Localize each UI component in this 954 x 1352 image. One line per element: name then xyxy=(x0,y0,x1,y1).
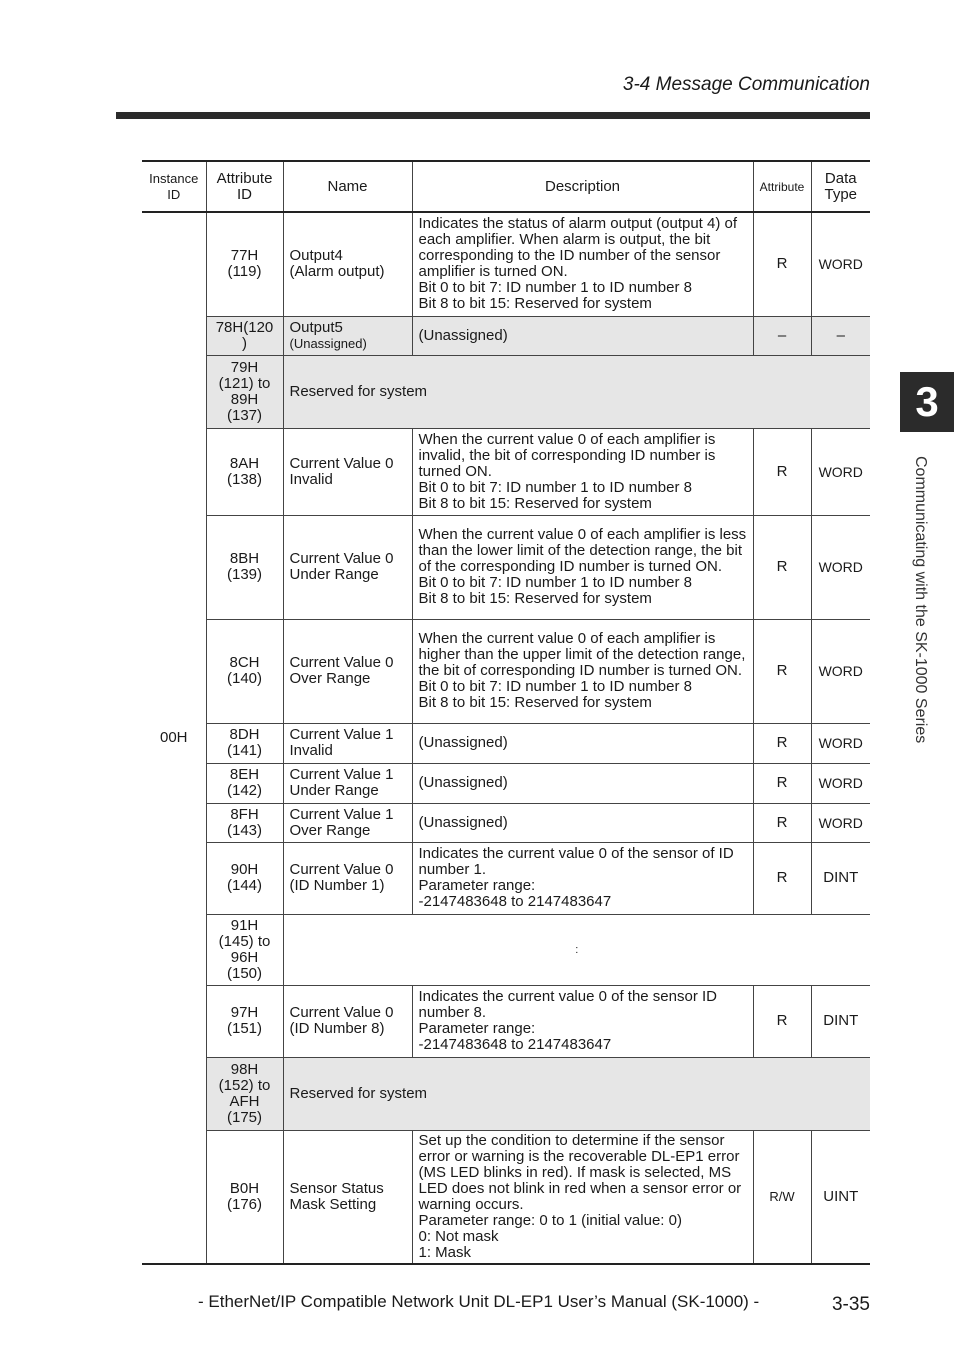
name-cell xyxy=(283,428,412,515)
chapter-tab: 3 xyxy=(900,372,954,432)
data-type-cell: WORD xyxy=(811,428,870,515)
attribute-id-cell: 8EH (142) xyxy=(206,763,283,803)
table-row xyxy=(142,212,870,316)
description-cell: (Unassigned) xyxy=(412,803,753,842)
data-type-cell: WORD xyxy=(811,723,870,763)
name-cell xyxy=(283,723,412,763)
name-cell xyxy=(283,316,412,355)
name-text: Sensor Status Mask Setting xyxy=(289,1179,384,1213)
name-text: Current Value 0 (ID Number 8) xyxy=(289,1004,394,1037)
description-cell: Indicates the status of alarm output (output 4) of each amplifier. When alarm is output, the bit corresponding to the ID number of the sensor amplifier is turned ON. Bit 0 to bit 7: ID number 1 to ID number 8 Bit 8 to bit 15: Reserved for system xyxy=(412,212,753,316)
attribute-table xyxy=(142,160,870,1265)
footer-manual-title: - EtherNet/IP Compatible Network Unit DL-EP1 User’s Manual (SK-1000) - xyxy=(198,1292,760,1311)
description-cell: When the current value 0 of each amplifier is invalid, the bit of corresponding ID number is turned ON. Bit 0 to bit 7: ID number 1 to ID number 8 Bit 8 to bit 15: Reserved for system xyxy=(412,428,753,515)
access-cell: R xyxy=(753,803,811,842)
header-instance-id: Instance ID xyxy=(142,161,206,212)
name-cell xyxy=(283,212,412,316)
header-rule xyxy=(116,112,870,119)
access-cell: R xyxy=(753,842,811,914)
name-cell xyxy=(283,1130,412,1264)
attribute-id-cell: B0H (176) xyxy=(206,1130,283,1264)
table-row xyxy=(142,803,870,842)
table-row xyxy=(142,355,870,428)
table-row xyxy=(142,763,870,803)
data-type-cell: WORD xyxy=(811,212,870,316)
description-cell: Indicates the current value 0 of the sensor of ID number 1. Parameter range: -2147483648 to 2147483647 xyxy=(412,842,753,914)
attribute-id-cell: 8AH (138) xyxy=(206,428,283,515)
name-text: Current Value 0 (ID Number 1) xyxy=(289,861,394,894)
data-type-cell: WORD xyxy=(811,763,870,803)
description-cell: When the current value 0 of each amplifier is less than the lower limit of the detection range, the bit of the corresponding ID number is turned ON. Bit 0 to bit 7: ID number 1 to ID number 8 Bit 8 to bit 15: Reserved for system xyxy=(412,515,753,619)
name-text: Output4 (Alarm output) xyxy=(289,247,385,281)
data-type-cell: DINT xyxy=(811,842,870,914)
table-row xyxy=(142,1130,870,1264)
name-cell xyxy=(283,803,412,842)
instance-id-cell: 00H xyxy=(142,212,206,1264)
access-cell: R xyxy=(753,212,811,316)
name-text: Current Value 1 Under Range xyxy=(289,766,394,799)
data-type-cell: – xyxy=(811,316,870,355)
header-data-type: Data Type xyxy=(811,161,870,212)
data-type-cell: WORD xyxy=(811,619,870,723)
attribute-id-cell: 8FH (143) xyxy=(206,803,283,842)
attribute-id-cell: 77H (119) xyxy=(206,212,283,316)
name-text: Output5 xyxy=(289,318,343,336)
access-cell: – xyxy=(753,316,811,355)
name-cell xyxy=(283,515,412,619)
table-row xyxy=(142,515,870,619)
continuation-cell: : xyxy=(283,914,870,985)
header-attribute-id: Attribute ID xyxy=(206,161,283,212)
access-cell: R/W xyxy=(753,1130,811,1264)
access-cell: R xyxy=(753,619,811,723)
header-description: Description xyxy=(412,161,753,212)
attribute-id-cell: 8DH (141) xyxy=(206,723,283,763)
description-cell: (Unassigned) xyxy=(412,723,753,763)
name-cell xyxy=(283,619,412,723)
chapter-side-label: Communicating with the SK-1000 Series xyxy=(912,456,929,744)
data-type-cell: DINT xyxy=(811,985,870,1057)
name-text: Current Value 0 Invalid xyxy=(289,454,394,488)
table-row xyxy=(142,428,870,515)
header-name: Name xyxy=(283,161,412,212)
name-cell xyxy=(283,763,412,803)
name-text: Current Value 0 Over Range xyxy=(289,654,394,687)
page-number: 3-35 xyxy=(831,1294,870,1315)
description-cell: When the current value 0 of each amplifier is higher than the upper limit of the detection range, the bit of corresponding ID number is turned ON. Bit 0 to bit 7: ID number 1 to ID number 8 Bit 8 to bit 15: Reserved for system xyxy=(412,619,753,723)
table-row xyxy=(142,985,870,1057)
table-row xyxy=(142,723,870,763)
name-text: Current Value 1 Invalid xyxy=(289,726,394,759)
attribute-id-cell: 91H (145) to 96H (150) xyxy=(206,914,283,985)
attribute-id-cell: 98H (152) to AFH (175) xyxy=(206,1057,283,1130)
table-row xyxy=(142,316,870,355)
attribute-id-cell: 8BH (139) xyxy=(206,515,283,619)
name-note: (Unassigned) xyxy=(289,335,367,351)
reserved-cell: Reserved for system xyxy=(283,1057,870,1130)
name-cell xyxy=(283,985,412,1057)
table-row xyxy=(142,619,870,723)
data-type-cell: WORD xyxy=(811,803,870,842)
table-row xyxy=(142,1057,870,1130)
attribute-id-cell: 90H (144) xyxy=(206,842,283,914)
attribute-id-cell: 79H (121) to 89H (137) xyxy=(206,355,283,428)
attribute-id-cell: 97H (151) xyxy=(206,985,283,1057)
name-text: Current Value 0 Under Range xyxy=(289,550,394,583)
access-cell: R xyxy=(753,515,811,619)
access-cell: R xyxy=(753,763,811,803)
access-cell: R xyxy=(753,723,811,763)
attribute-id-cell: 78H(120 ) xyxy=(206,316,283,355)
access-cell: R xyxy=(753,985,811,1057)
header-attribute: Attribute xyxy=(753,161,811,212)
description-cell: Indicates the current value 0 of the sensor ID number 8. Parameter range: -2147483648 to 2147483647 xyxy=(412,985,753,1057)
section-title: 3-4 Message Communication xyxy=(622,74,870,95)
description-cell: (Unassigned) xyxy=(412,763,753,803)
data-type-cell: WORD xyxy=(811,515,870,619)
name-text: Current Value 1 Over Range xyxy=(289,805,394,839)
reserved-cell: Reserved for system xyxy=(283,355,870,428)
data-type-cell: UINT xyxy=(811,1130,870,1264)
name-cell xyxy=(283,842,412,914)
description-cell: (Unassigned) xyxy=(412,316,753,355)
table-row xyxy=(142,914,870,985)
table-row xyxy=(142,842,870,914)
access-cell: R xyxy=(753,428,811,515)
description-cell: Set up the condition to determine if the sensor error or warning is the recoverable DL-EP1 error (MS LED blinks in red). If mask is selected, MS LED does not blink in red when a sensor error or warning occurs. Parameter range: 0 to 1 (initial value: 0) 0: Not mask 1: Mask xyxy=(412,1130,753,1264)
attribute-id-cell: 8CH (140) xyxy=(206,619,283,723)
